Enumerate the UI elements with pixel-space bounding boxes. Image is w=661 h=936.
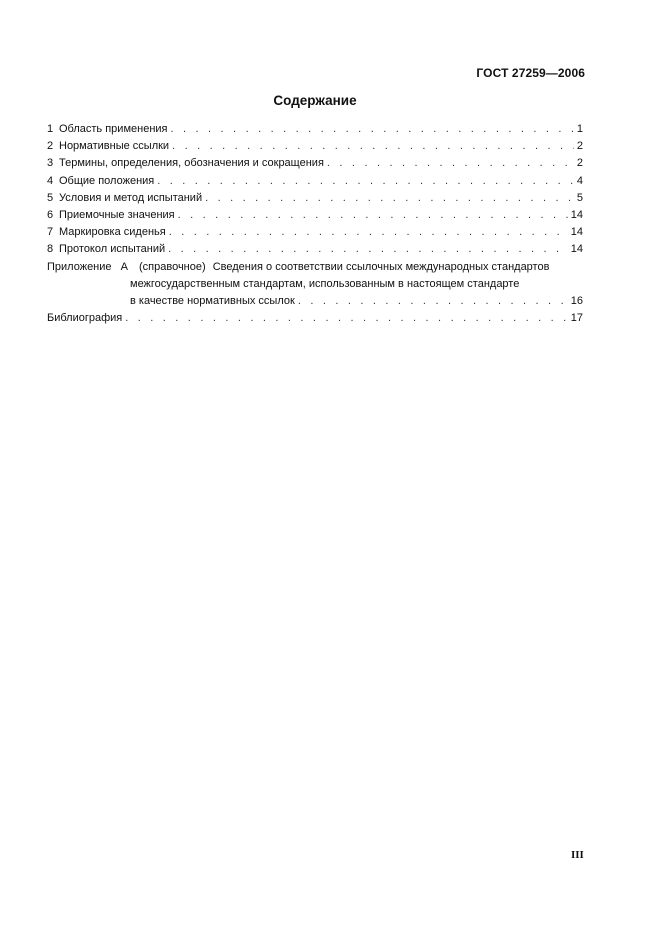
toc-item-3[interactable] [47, 155, 583, 172]
annex-heading-line [47, 259, 583, 276]
toc-item-number: 2 [47, 140, 54, 153]
table-of-contents [47, 121, 583, 327]
toc-item-5[interactable] [47, 190, 583, 207]
dot-leader [157, 173, 574, 190]
annex-prefix: Приложение [47, 260, 112, 273]
dot-leader [298, 293, 568, 310]
annex-title-line-3-row [47, 293, 583, 310]
annex-title-line-2: межгосударственным стандартам, использованным в настоящем стандарте [130, 277, 520, 290]
dot-leader [171, 121, 574, 138]
toc-item-label: Библиография [47, 312, 123, 325]
toc-item-label: Маркировка сиденья [59, 226, 166, 239]
toc-item-8[interactable] [47, 241, 583, 258]
toc-item-number: 4 [47, 174, 54, 187]
toc-item-number: 6 [47, 208, 54, 221]
toc-item-page: 14 [570, 226, 583, 239]
annex-letter: А [120, 260, 128, 273]
toc-item-6[interactable] [47, 207, 583, 224]
toc-item-label: Приемочные значения [59, 208, 175, 221]
document-code: ГОСТ 27259—2006 [476, 66, 585, 80]
annex-page: 16 [570, 294, 583, 307]
toc-item-page: 14 [570, 208, 583, 221]
toc-item-page: 1 [576, 123, 583, 135]
toc-item-page: 2 [576, 157, 583, 170]
toc-item-7[interactable] [47, 224, 583, 241]
dot-leader [327, 155, 574, 172]
toc-item-number: 5 [47, 191, 54, 204]
toc-item-label: Общие положения [59, 174, 155, 187]
toc-item-page: 4 [576, 174, 583, 187]
toc-item-label: Нормативные ссылки [59, 140, 170, 153]
toc-item-number: 3 [47, 157, 54, 170]
toc-item-page: 17 [570, 312, 583, 325]
toc-item-label: Протокол испытаний [59, 243, 166, 256]
toc-annex-a[interactable] [47, 259, 583, 311]
page-number: III [571, 849, 584, 861]
toc-title: Содержание [273, 93, 357, 108]
dot-leader [172, 138, 574, 155]
toc-item-page: 2 [576, 140, 583, 153]
dot-leader [125, 310, 568, 327]
toc-item-bibliography[interactable] [47, 310, 583, 327]
toc-item-label: Область применения [59, 123, 168, 135]
toc-item-label: Термины, определения, обозначения и сокращения [59, 157, 324, 170]
dot-leader [205, 190, 574, 207]
annex-title-line-1: Сведения о соответствии ссылочных международных стандартов [212, 260, 550, 273]
toc-item-2[interactable] [47, 138, 583, 155]
annex-title-line-3: в качестве нормативных ссылок [130, 294, 295, 307]
dot-leader [169, 224, 568, 241]
toc-item-number: 7 [47, 226, 54, 239]
dot-leader [168, 241, 568, 258]
annex-kind: (справочное) [139, 260, 206, 273]
toc-item-4[interactable] [47, 173, 583, 190]
toc-item-number: 8 [47, 243, 54, 256]
toc-item-number: 1 [47, 123, 54, 135]
toc-item-1[interactable] [47, 121, 583, 138]
toc-item-label: Условия и метод испытаний [59, 191, 203, 204]
toc-item-page: 14 [570, 243, 583, 256]
dot-leader [178, 207, 568, 224]
toc-item-page: 5 [576, 191, 583, 204]
